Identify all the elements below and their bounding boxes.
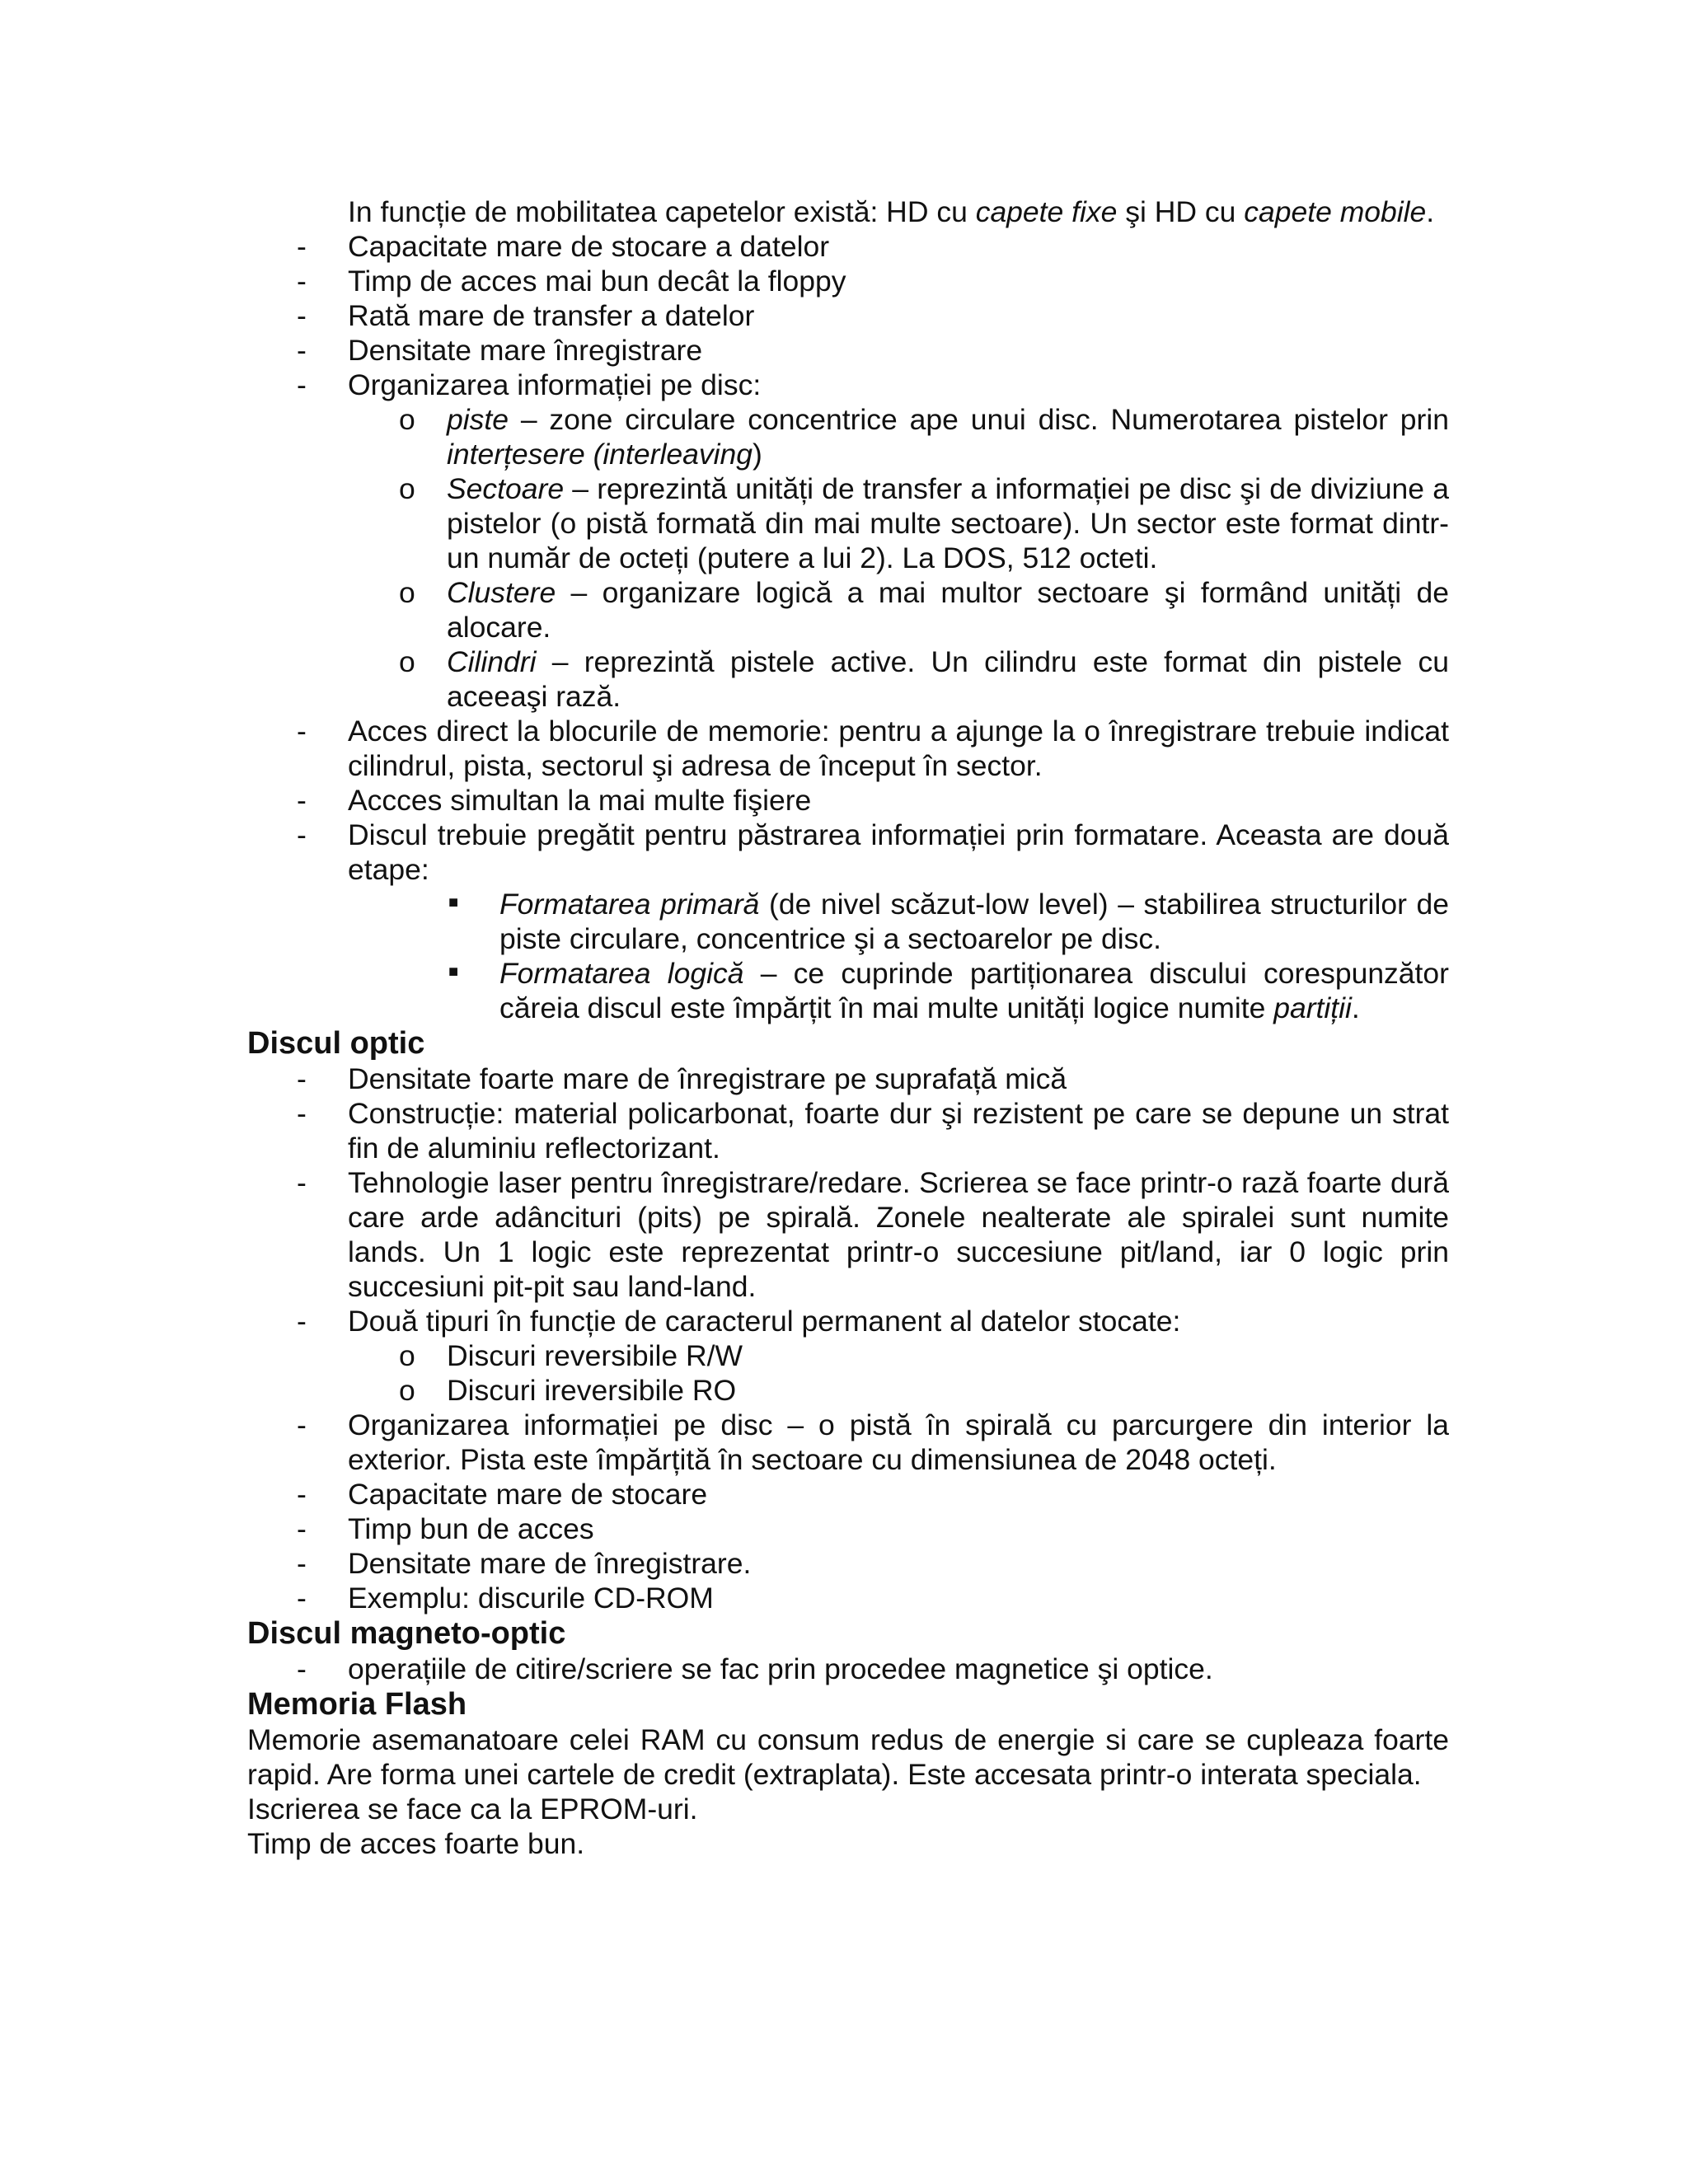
list-item: - Densitate foarte mare de înregistrare pe suprafață mică <box>297 1062 1067 1095</box>
dash-bullet: - <box>297 784 307 817</box>
circle-bullet: o <box>399 576 415 609</box>
list-item: - Exemplu: discurile CD-ROM <box>297 1582 714 1615</box>
list-item: - Densitate mare de înregistrare. <box>297 1547 752 1580</box>
square-bullet: ■ <box>448 963 459 981</box>
sub-list-item: o piste – zone circulare concentrice ape unui disc. Numerotarea pistelor prin interțesere (interleaving) <box>399 403 1449 471</box>
list-item: - Densitate mare înregistrare <box>297 334 703 367</box>
dash-bullet: - <box>297 368 307 401</box>
dash-bullet: - <box>297 1062 307 1095</box>
list-item: - Două tipuri în funcție de caracterul permanent al datelor stocate: <box>297 1305 1181 1338</box>
list-item: - Timp de acces mai bun decât la floppy <box>297 265 846 298</box>
square-bullet: ■ <box>448 893 459 912</box>
list-item: - Accces simultan la mai multe fişiere <box>297 784 812 817</box>
dash-bullet: - <box>297 265 307 298</box>
list-item: - Tehnologie laser pentru înregistrare/redare. Scrierea se face printr-o rază foarte dură care arde adâncituri (pits) pe spirală. Zonele nealterate ale spiralei sunt numite lands. Un 1 logic este reprezentat printr-o succesiune pit/land, iar 0 logic prin succesiuni pit-pit sau land-land. <box>297 1166 1449 1303</box>
dash-bullet: - <box>297 1408 307 1441</box>
list-item: - Timp bun de acces <box>297 1512 594 1545</box>
list-item: - operațiile de citire/scriere se fac prin procedee magnetice şi optice. <box>297 1652 1213 1685</box>
dash-bullet: - <box>297 1547 307 1580</box>
dash-bullet: - <box>297 334 307 367</box>
section-heading-optic: Discul optic <box>247 1026 425 1061</box>
list-item: - Capacitate mare de stocare a datelor <box>297 230 830 263</box>
list-item: - Construcție: material policarbonat, foarte dur şi rezistent pe care se depune un strat fin de aluminiu reflectorizant. <box>297 1097 1449 1165</box>
section-heading-flash: Memoria Flash <box>247 1687 467 1722</box>
dash-bullet: - <box>297 1512 307 1545</box>
dash-bullet: - <box>297 1305 307 1338</box>
sub-list-item: o Cilindri – reprezintă pistele active. Un cilindru este format din pistele cu aceeaşi rază. <box>399 645 1449 713</box>
sub-sub-list-item: ■ Formatarea logică – ce cuprinde partiționarea discului corespunzător căreia discul este împărțit în mai multe unități logice numite partiții. <box>247 956 1449 1025</box>
document-page <box>247 194 1449 1861</box>
flash-paragraph: Timp de acces foarte bun. <box>247 1827 585 1860</box>
list-item: - Acces direct la blocurile de memorie: pentru a ajunge la o înregistrare trebuie indicat cilindrul, pista, sectorul şi adresa de început în sector. <box>297 715 1449 782</box>
sub-list-item: o Sectoare – reprezintă unități de transfer a informației pe disc şi de diviziune a pistelor (o pistă formată din mai multe sectoare). Un sector este format dintr-un număr de octeți (putere a lui 2). La DOS, 512 octeti. <box>399 472 1449 574</box>
sub-list-item: o Discuri ireversibile RO <box>399 1374 737 1407</box>
dash-bullet: - <box>297 1478 307 1511</box>
flash-paragraph: Iscrierea se face ca la EPROM-uri. <box>247 1793 698 1825</box>
list-item: - Organizarea informației pe disc – o pistă în spirală cu parcurgere din interior la exterior. Pista este împărțită în sectoare cu dimensiunea de 2048 octeți. <box>297 1408 1449 1476</box>
dash-bullet: - <box>297 1097 307 1130</box>
circle-bullet: o <box>399 1374 415 1407</box>
circle-bullet: o <box>399 645 415 678</box>
sub-list-item: o Discuri reversibile R/W <box>399 1339 743 1372</box>
list-item: - Organizarea informației pe disc: <box>297 368 762 401</box>
dash-bullet: - <box>297 1582 307 1615</box>
sub-list-item: o Clustere – organizare logică a mai multor sectoare şi formând unități de alocare. <box>399 576 1449 644</box>
dash-bullet: - <box>297 299 307 332</box>
section-heading-magneto-optic: Discul magneto-optic <box>247 1616 566 1651</box>
dash-bullet: - <box>297 818 307 851</box>
circle-bullet: o <box>399 1339 415 1372</box>
dash-bullet: - <box>297 715 307 748</box>
flash-paragraph: Memorie asemanatoare celei RAM cu consum redus de energie si care se cupleaza foarte rapid. Are forma unei cartele de credit (extraplata). Este accesata printr-o interata speciala. <box>247 1723 1449 1791</box>
circle-bullet: o <box>399 403 415 436</box>
dash-bullet: - <box>297 1652 307 1685</box>
dash-bullet: - <box>297 230 307 263</box>
list-item: - Capacitate mare de stocare <box>297 1478 708 1511</box>
dash-bullet: - <box>297 1166 307 1199</box>
list-item: - Discul trebuie pregătit pentru păstrarea informației prin formatare. Aceasta are două etape: <box>297 818 1449 886</box>
hd-intro-paragraph: In funcție de mobilitatea capetelor există: HD cu capete fixe şi HD cu capete mobile. <box>348 195 1435 228</box>
circle-bullet: o <box>399 472 415 505</box>
sub-sub-list-item: ■ Formatarea primară (de nivel scăzut-low level) – stabilirea structurilor de piste circulare, concentrice şi a sectoarelor pe disc. <box>247 887 1449 956</box>
list-item: - Rată mare de transfer a datelor <box>297 299 755 332</box>
